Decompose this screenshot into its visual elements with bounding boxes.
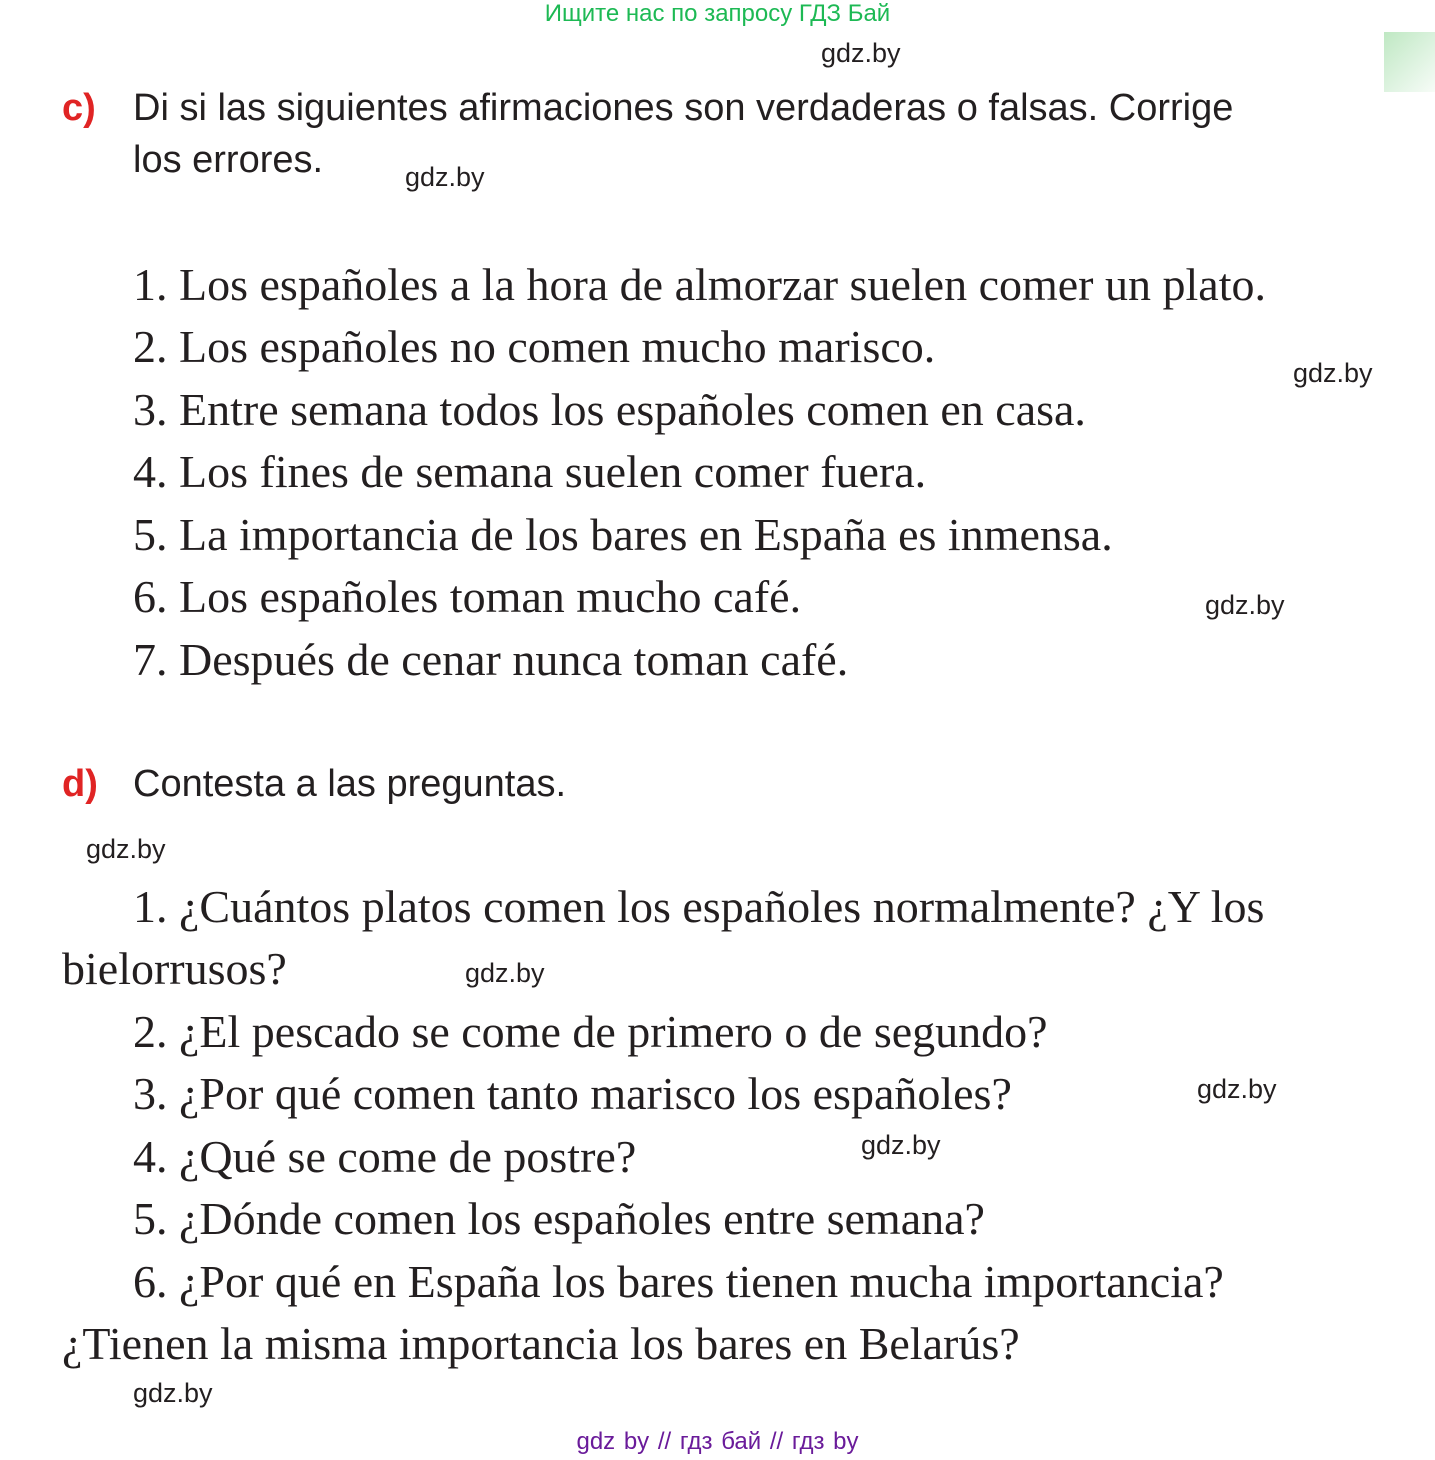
statement-item: 5. La importancia de los bares en España es inmensa. — [133, 509, 1113, 560]
corner-decoration — [1384, 32, 1435, 92]
statement-item: 7. Después de cenar nunca toman café. — [133, 634, 849, 685]
watermark: gdz.by — [405, 162, 485, 192]
watermark: gdz.by — [465, 958, 545, 988]
question-item: 6. ¿Por qué en España los bares tienen mucha importancia? — [133, 1256, 1224, 1307]
question-item: 1. ¿Cuántos platos comen los españoles normalmente? ¿Y los — [133, 881, 1265, 932]
question-item: 3. ¿Por qué comen tanto marisco los españoles? — [133, 1068, 1012, 1119]
statement-item: 4. Los fines de semana suelen comer fuera. — [133, 446, 927, 497]
site-banner: Ищите нас по запросу ГДЗ Бай — [544, 0, 891, 27]
statement-item: 3. Entre semana todos los españoles comen en casa. — [133, 384, 1086, 435]
section-d-label: d) — [62, 763, 98, 805]
question-item: 2. ¿El pescado se come de primero o de segundo? — [133, 1006, 1048, 1057]
watermark: gdz.by — [821, 38, 901, 68]
statement-item: 6. Los españoles toman mucho café. — [133, 571, 802, 622]
question-item-continuation: ¿Tienen la misma importancia los bares en Belarús? — [62, 1318, 1020, 1369]
watermark: gdz.by — [1197, 1074, 1277, 1104]
watermark: gdz.by — [86, 834, 166, 864]
watermark: gdz.by — [861, 1130, 941, 1160]
statement-item: 1. Los españoles a la hora de almorzar suelen comer un plato. — [133, 259, 1266, 310]
question-item: 5. ¿Dónde comen los españoles entre semana? — [133, 1193, 985, 1244]
watermark: gdz.by — [1293, 358, 1373, 388]
watermark: gdz.by — [133, 1378, 213, 1408]
question-item-continuation: bielorrusos? — [62, 943, 287, 994]
section-c-instruction-line2: los errores. — [133, 139, 324, 181]
section-d-instruction: Contesta a las preguntas. — [133, 763, 567, 805]
section-c-label: c) — [62, 87, 96, 129]
footer-links: gdz by // гдз бай // гдз by — [576, 1428, 859, 1455]
question-item: 4. ¿Qué se come de postre? — [133, 1131, 637, 1182]
watermark: gdz.by — [1205, 590, 1285, 620]
section-c-instruction-line1: Di si las siguientes afirmaciones son verdaderas o falsas. Corrige — [133, 87, 1234, 129]
statement-item: 2. Los españoles no comen mucho marisco. — [133, 321, 936, 372]
